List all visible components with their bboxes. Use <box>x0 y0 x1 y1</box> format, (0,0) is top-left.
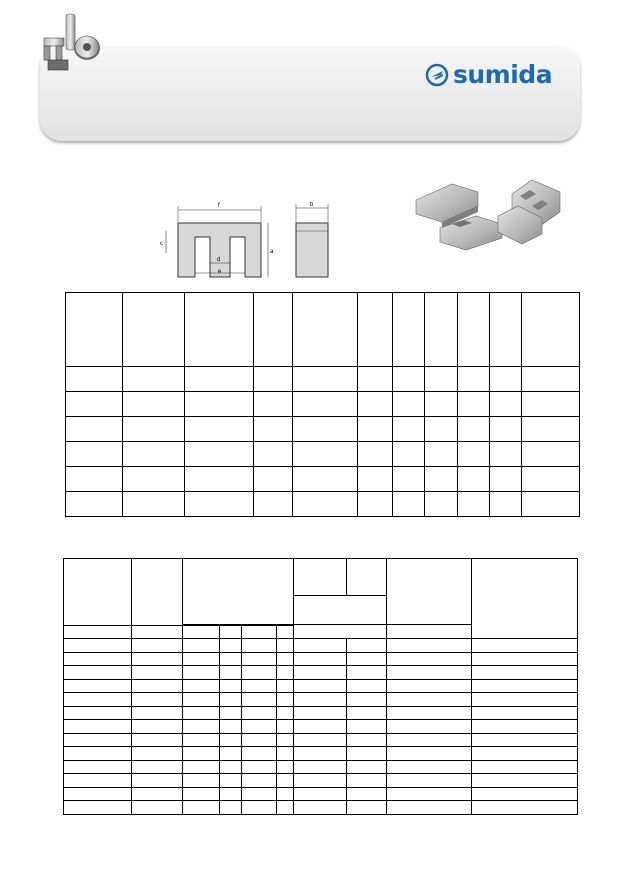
table-cell <box>347 652 387 666</box>
table-cell <box>490 417 522 442</box>
table-cell <box>64 639 132 653</box>
table-cell <box>490 367 522 392</box>
core-parts-logo-icon <box>36 12 106 72</box>
table-cell <box>472 693 578 707</box>
table-cell <box>347 787 387 801</box>
table-cell <box>64 652 132 666</box>
table-cell <box>242 720 277 734</box>
table-cell <box>294 652 347 666</box>
table-cell <box>293 392 358 417</box>
table-cell <box>387 801 472 815</box>
table-cell <box>132 693 183 707</box>
table-row <box>66 492 580 517</box>
table-row <box>66 293 580 367</box>
table-row <box>64 652 578 666</box>
table-cell <box>472 559 578 639</box>
table-cell <box>254 367 293 392</box>
table-cell <box>64 720 132 734</box>
table-cell <box>294 639 347 653</box>
table-row <box>64 787 578 801</box>
table-cell <box>123 392 185 417</box>
table-cell <box>387 639 472 653</box>
characteristics-table <box>63 558 578 815</box>
table-row <box>64 693 578 707</box>
dimension-table <box>65 292 580 517</box>
table-cell <box>254 442 293 467</box>
ferrite-core-photo <box>412 172 570 252</box>
table-cell <box>185 293 254 367</box>
table-cell <box>472 747 578 761</box>
table-cell <box>254 492 293 517</box>
table-cell <box>220 760 242 774</box>
table-cell <box>132 652 183 666</box>
table-row <box>64 733 578 747</box>
table-cell <box>347 747 387 761</box>
table-cell <box>490 442 522 467</box>
table-cell <box>123 367 185 392</box>
table-cell <box>277 801 294 815</box>
table-cell <box>64 679 132 693</box>
table-cell <box>242 706 277 720</box>
table-cell <box>294 760 347 774</box>
table-cell <box>183 693 220 707</box>
table-cell <box>183 774 220 788</box>
table-cell <box>522 367 580 392</box>
table-cell <box>183 666 220 680</box>
table-cell <box>347 679 387 693</box>
table-cell <box>387 733 472 747</box>
table-cell <box>185 367 254 392</box>
table-cell <box>220 639 242 653</box>
table-cell <box>387 774 472 788</box>
table-cell <box>472 652 578 666</box>
table-cell <box>387 747 472 761</box>
table-cell <box>387 625 472 639</box>
dim-f-label: f <box>218 203 220 209</box>
table-cell <box>387 787 472 801</box>
table-cell <box>123 442 185 467</box>
table-cell <box>294 733 347 747</box>
table-cell <box>277 706 294 720</box>
table-cell <box>277 679 294 693</box>
table-cell <box>183 639 220 653</box>
table-cell <box>358 467 393 492</box>
table-cell <box>220 652 242 666</box>
table-cell <box>387 720 472 734</box>
table-cell <box>393 467 425 492</box>
table-row <box>64 760 578 774</box>
table-cell <box>132 639 183 653</box>
table-cell <box>132 679 183 693</box>
table-cell <box>242 626 277 639</box>
table-cell <box>66 417 123 442</box>
table-cell <box>393 442 425 467</box>
table-cell <box>293 367 358 392</box>
table-cell <box>393 293 425 367</box>
table-cell <box>242 639 277 653</box>
table-cell <box>293 417 358 442</box>
table-row <box>64 747 578 761</box>
table-cell <box>132 626 183 639</box>
core-dimension-drawing <box>158 195 338 285</box>
table-cell <box>387 706 472 720</box>
sumida-mark-icon <box>425 63 449 87</box>
table-cell <box>64 801 132 815</box>
table-cell <box>358 442 393 467</box>
table-cell <box>185 442 254 467</box>
table-cell <box>472 760 578 774</box>
brand-name: sumida <box>453 60 553 89</box>
table-cell <box>277 720 294 734</box>
table-cell <box>242 693 277 707</box>
table-row <box>66 467 580 492</box>
table-cell <box>220 720 242 734</box>
table-cell <box>472 733 578 747</box>
table-row <box>64 774 578 788</box>
dim-b-label: b <box>310 202 314 208</box>
table-cell <box>425 417 458 442</box>
table-row <box>66 367 580 392</box>
table-cell <box>277 747 294 761</box>
table-cell <box>347 733 387 747</box>
table-cell <box>132 787 183 801</box>
table-cell <box>132 760 183 774</box>
table-cell <box>185 492 254 517</box>
table-cell <box>220 706 242 720</box>
table-cell <box>472 720 578 734</box>
dim-e-label: e <box>218 269 222 275</box>
table-row <box>66 417 580 442</box>
table-cell <box>64 747 132 761</box>
table-cell <box>132 666 183 680</box>
table-cell <box>425 392 458 417</box>
table-cell <box>393 392 425 417</box>
table-cell <box>387 693 472 707</box>
table-cell <box>254 392 293 417</box>
table-cell <box>458 293 490 367</box>
table-cell <box>220 801 242 815</box>
table-cell <box>490 467 522 492</box>
table-cell <box>277 760 294 774</box>
table-cell <box>522 492 580 517</box>
table-cell <box>458 367 490 392</box>
table-cell <box>242 652 277 666</box>
table-cell <box>132 747 183 761</box>
table-cell <box>387 679 472 693</box>
table-cell <box>220 733 242 747</box>
table-cell <box>347 760 387 774</box>
table-cell <box>277 693 294 707</box>
table-cell <box>277 774 294 788</box>
table-cell <box>242 747 277 761</box>
table-cell <box>242 679 277 693</box>
table-cell <box>183 559 294 625</box>
table-cell <box>66 367 123 392</box>
table-row <box>64 666 578 680</box>
table-cell <box>393 417 425 442</box>
table-cell <box>183 626 220 639</box>
table-cell <box>294 720 347 734</box>
table-row <box>66 442 580 467</box>
table-cell <box>132 559 183 626</box>
table-cell <box>458 417 490 442</box>
table-cell <box>294 596 387 625</box>
table-cell <box>254 417 293 442</box>
table-cell <box>183 679 220 693</box>
table-row <box>64 706 578 720</box>
table-cell <box>242 787 277 801</box>
table-cell <box>387 760 472 774</box>
table-cell <box>294 706 347 720</box>
table-cell <box>347 774 387 788</box>
table-cell <box>458 467 490 492</box>
table-cell <box>185 392 254 417</box>
table-cell <box>294 787 347 801</box>
table-cell <box>183 652 220 666</box>
table-cell <box>64 559 132 626</box>
table-cell <box>277 652 294 666</box>
table-cell <box>183 733 220 747</box>
table-cell <box>66 467 123 492</box>
table-cell <box>220 747 242 761</box>
table-cell <box>123 467 185 492</box>
dim-c-label: c <box>160 241 163 247</box>
table-cell <box>183 720 220 734</box>
table-cell <box>277 733 294 747</box>
table-cell <box>490 392 522 417</box>
table-cell <box>277 666 294 680</box>
table-cell <box>66 442 123 467</box>
table-cell <box>294 625 387 639</box>
table-cell <box>393 367 425 392</box>
table-cell <box>294 801 347 815</box>
table-cell <box>347 706 387 720</box>
table-cell <box>220 666 242 680</box>
table-cell <box>293 492 358 517</box>
table-cell <box>347 666 387 680</box>
table-cell <box>358 417 393 442</box>
table-cell <box>458 492 490 517</box>
table-cell <box>472 679 578 693</box>
table-cell <box>472 787 578 801</box>
table-cell <box>242 774 277 788</box>
table-cell <box>220 679 242 693</box>
table-cell <box>522 467 580 492</box>
table-row <box>66 392 580 417</box>
table-cell <box>293 467 358 492</box>
table-cell <box>472 639 578 653</box>
table-cell <box>358 367 393 392</box>
table-cell <box>183 801 220 815</box>
table-cell <box>254 293 293 367</box>
table-cell <box>458 442 490 467</box>
table-cell <box>294 559 347 596</box>
table-cell <box>393 492 425 517</box>
table-cell <box>293 293 358 367</box>
table-cell <box>132 733 183 747</box>
table-cell <box>132 774 183 788</box>
table-cell <box>294 774 347 788</box>
table-cell <box>66 293 123 367</box>
table-cell <box>490 492 522 517</box>
table-cell <box>132 801 183 815</box>
table-cell <box>425 367 458 392</box>
table-row <box>64 679 578 693</box>
table-cell <box>522 417 580 442</box>
table-cell <box>358 492 393 517</box>
table-cell <box>490 293 522 367</box>
table-row <box>64 559 578 596</box>
table-cell <box>347 639 387 653</box>
table-cell <box>347 693 387 707</box>
table-cell <box>472 801 578 815</box>
table-cell <box>522 293 580 367</box>
table-cell <box>64 787 132 801</box>
table-cell <box>242 666 277 680</box>
table-cell <box>123 417 185 442</box>
dim-a-label: a <box>270 249 274 255</box>
table-cell <box>294 747 347 761</box>
table-cell <box>347 720 387 734</box>
table-cell <box>132 720 183 734</box>
table-cell <box>294 666 347 680</box>
table-cell <box>183 787 220 801</box>
dim-d-label: d <box>217 257 221 263</box>
table-cell <box>185 417 254 442</box>
table-cell <box>64 774 132 788</box>
table-cell <box>277 639 294 653</box>
table-cell <box>277 787 294 801</box>
table-cell <box>185 467 254 492</box>
table-cell <box>183 760 220 774</box>
table-cell <box>472 706 578 720</box>
table-cell <box>242 801 277 815</box>
table-row <box>64 639 578 653</box>
table-cell <box>242 760 277 774</box>
table-cell <box>425 293 458 367</box>
table-cell <box>522 442 580 467</box>
table-cell <box>387 652 472 666</box>
table-cell <box>293 442 358 467</box>
table-cell <box>472 666 578 680</box>
table-cell <box>66 392 123 417</box>
table-cell <box>64 626 132 639</box>
table-cell <box>358 392 393 417</box>
table-cell <box>123 293 185 367</box>
table-cell <box>183 706 220 720</box>
table-row <box>64 720 578 734</box>
table-cell <box>220 787 242 801</box>
table-cell <box>277 626 294 639</box>
table-row <box>64 801 578 815</box>
table-cell <box>425 467 458 492</box>
table-cell <box>425 492 458 517</box>
table-cell <box>64 733 132 747</box>
table-cell <box>220 693 242 707</box>
table-cell <box>294 693 347 707</box>
table-cell <box>522 392 580 417</box>
table-cell <box>472 774 578 788</box>
table-cell <box>387 666 472 680</box>
table-cell <box>64 706 132 720</box>
brand-logo <box>425 60 552 89</box>
table-cell <box>183 747 220 761</box>
table-cell <box>220 774 242 788</box>
table-cell <box>64 666 132 680</box>
table-cell <box>387 559 472 625</box>
table-cell <box>132 706 183 720</box>
table-cell <box>242 733 277 747</box>
table-cell <box>347 801 387 815</box>
table-cell <box>294 679 347 693</box>
table-cell <box>458 392 490 417</box>
table-cell <box>64 760 132 774</box>
table-cell <box>66 492 123 517</box>
table-cell <box>358 293 393 367</box>
table-cell <box>123 492 185 517</box>
table-cell <box>220 626 242 639</box>
table-cell <box>347 559 387 596</box>
table-cell <box>64 693 132 707</box>
table-cell <box>254 467 293 492</box>
table-cell <box>425 442 458 467</box>
